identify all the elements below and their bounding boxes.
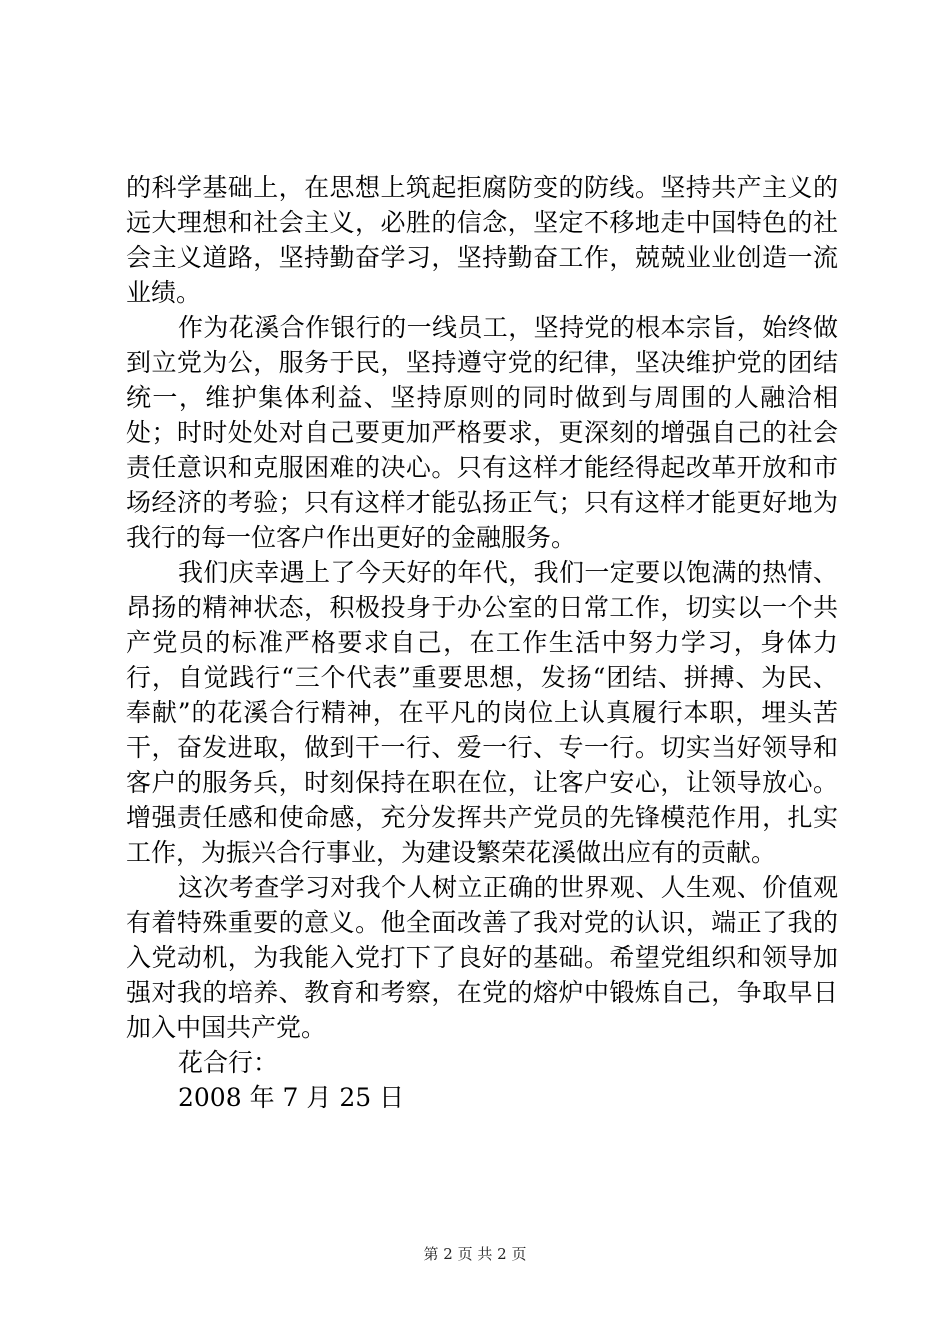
date-line: 2008 年 7 月 25 日 <box>178 1083 405 1112</box>
paragraph-1: 的科学基础上，在思想上筑起拒腐防变的防线。坚持共产主义的远大理想和社会主义，必胜的信念，坚定不移地走中国特色的社会主义道路，坚持勤奋学习，坚持勤奋工作，兢兢业业创造一流业绩。 <box>126 173 838 307</box>
paragraph-2: 作为花溪合作银行的一线员工，坚持党的根本宗旨，始终做到立党为公，服务于民，坚持遵守党的纪律，坚决维护党的团结统一，维护集体利益、坚持原则的同时做到与周围的人融洽相处；时时处处对自己要更加严格要求，更深刻的增强自己的社会责任意识和克服困难的决心。只有这样才能经得起改革开放和市场经济的考验；只有这样才能弘扬正气；只有这样才能更好地为我行的每一位客户作出更好的金融服务。 <box>126 313 838 552</box>
paragraph-4: 这次考查学习对我个人树立正确的世界观、人生观、价值观有着特殊重要的意义。他全面改善了我对党的认识，端正了我的入党动机，为我能入党打下了良好的基础。希望党组织和领导加强对我的培养、教育和考察，在党的熔炉中锻炼自己，争取早日加入中国共产党。 <box>126 873 838 1042</box>
paragraph-3: 我们庆幸遇上了今天好的年代，我们一定要以饱满的热情、昂扬的精神状态，积极投身于办公室的日常工作，切实以一个共产党员的标准严格要求自己，在工作生活中努力学习，身体力行，自觉践行“三个代表”重要思想，发扬“团结、拼搏、为民、奉献”的花溪合行精神，在平凡的岗位上认真履行本职，埋头苦干，奋发进取，做到干一行、爱一行、专一行。切实当好领导和客户的服务兵，时刻保持在职在位，让客户安心，让领导放心。增强责任感和使命感，充分发挥共产党员的先锋模范作用，扎实工作，为振兴合行事业，为建设繁荣花溪做出应有的贡献。 <box>126 558 838 867</box>
signature-line: 花合行： <box>178 1048 279 1077</box>
page-footer: 第 2 页 共 2 页 <box>423 1245 527 1263</box>
document-body <box>126 170 838 1115</box>
